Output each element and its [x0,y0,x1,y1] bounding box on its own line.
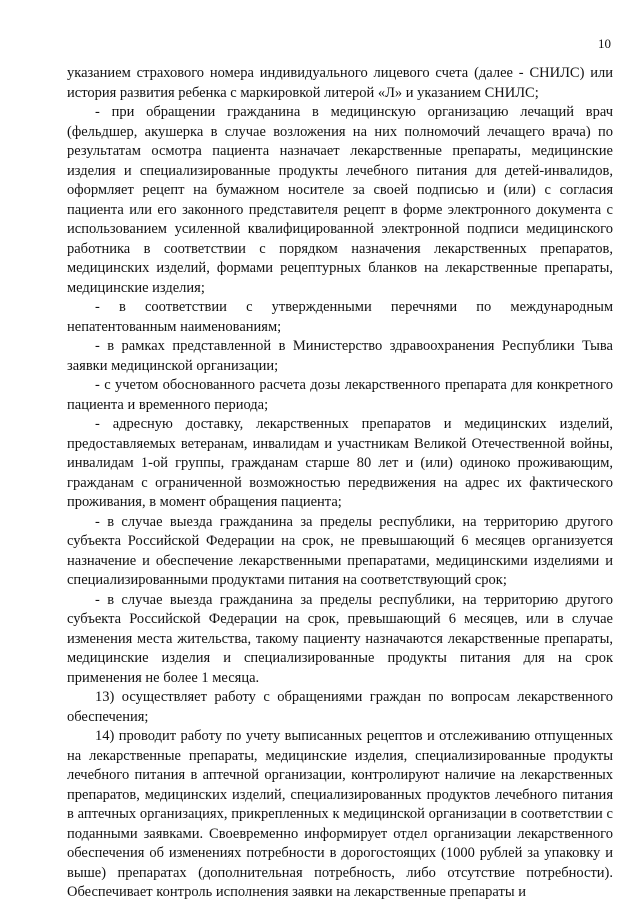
document-body [67,64,613,903]
paragraph: 13) осуществляет работу с обращениями граждан по вопросам лекарственного обеспечения; [67,689,613,725]
paragraph: - в случае выезда гражданина за пределы республики, на территорию другого субъекта Российской Федерации на срок, не превышающий 6 месяцев организуется назначение и обеспечение лекарственными препаратами, медицинскими изделиями и специализированными продуктами питания на соответствующий срок; [67,513,613,588]
paragraph: - в соответствии с утвержденными перечнями по международным непатентованным наименованиям; [67,299,613,335]
paragraph: - в рамках представленной в Министерство здравоохранения Республики Тыва заявки медицинской организации; [67,338,613,374]
paragraph: указанием страхового номера индивидуального лицевого счета (далее - СНИЛС) или история развития ребенка с маркировкой литерой «Л» и указанием СНИЛС; [67,65,613,101]
paragraph: - в случае выезда гражданина за пределы республики, на территорию другого субъекта Российской Федерации на срок, превышающий 6 месяцев, или в случае изменения места жительства, такому пациенту назначаются лекарственные препараты, медицинские изделия и специализированные продукты питания для на срок применения не более 1 месяца. [67,591,613,686]
paragraph: - при обращении гражданина в медицинскую организацию лечащий врач (фельдшер, акушерка в случае возложения на них полномочий лечащего врача) по результатам осмотра пациента назначает лекарственные препараты, медицинские изделия и специализированные продукты лечебного питания для детей-инвалидов, оформляет рецепт на бумажном носителе за своей подписью и (или) с согласия пациента или его законного представителя рецепт в форме электронного документа с использованием усиленной квалифицированной электронной подписи медицинского работника в соответствии с порядком назначения лекарственных препаратов, медицинских изделий, формами рецептурных бланков на лекарственные препараты, медицинские изделия; [67,104,613,296]
paragraph: - с учетом обоснованного расчета дозы лекарственного препарата для конкретного пациента и временного периода; [67,377,613,413]
paragraph: - адресную доставку, лекарственных препаратов и медицинских изделий, предоставляемых ветеранам, инвалидам и участникам Великой Отечественной войны, инвалидам 1-ой группы, гражданам старше 80 лет и (или) одиноко проживающим, гражданам с ограниченной возможностью передвижения на адрес их фактического проживания, в момент обращения пациента; [67,416,613,510]
paragraph: 14) проводит работу по учету выписанных рецептов и отслеживанию отпущенных на лекарственные препараты, медицинские изделия, специализированные продукты лечебного питания в аптечной организации, контролируют наличие на лекарственных препаратов, медицинских изделий, специализированных продуктов лечебного питания в аптечных организациях, прикрепленных к медицинской организации в соответствии с поданными заявками. Своевременно информирует отдел организации лекарственного обеспечения об изменениях потребности в дорогостоящих (1000 рублей за упаковку и выше) препаратах (дополнительная потребность, либо отсутствие потребности). Обеспечивает контроль исполнения заявки на лекарственные препараты и [67,728,613,900]
page-number: 10 [598,36,611,51]
